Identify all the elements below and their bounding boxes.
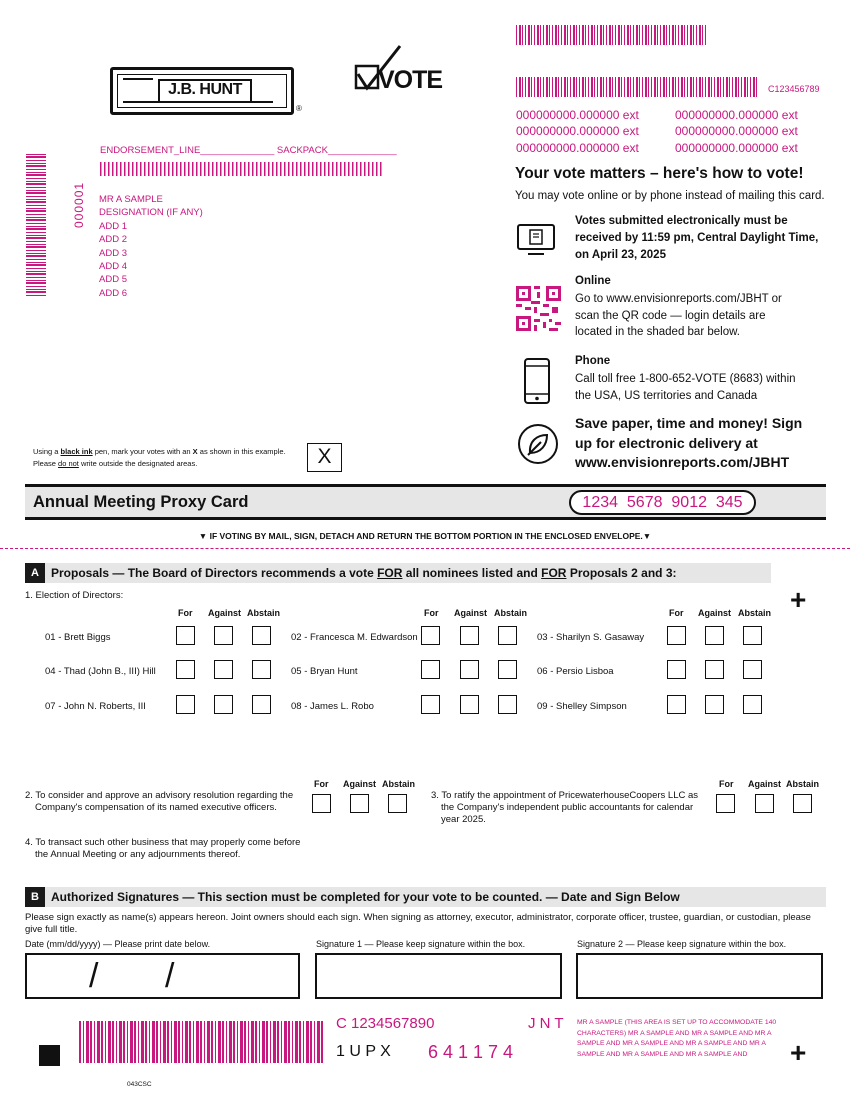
nominee: 02 - Francesca M. Edwardson bbox=[291, 632, 418, 643]
for-checkbox[interactable] bbox=[312, 794, 331, 813]
address-line: DESIGNATION (IF ANY) bbox=[99, 207, 203, 219]
address-line: ADD 1 bbox=[99, 220, 127, 232]
abstain-checkbox[interactable] bbox=[743, 626, 762, 645]
jb-hunt-logo bbox=[110, 67, 294, 115]
for-checkbox[interactable] bbox=[421, 626, 440, 645]
against-checkbox[interactable] bbox=[460, 660, 479, 679]
sig2-label: Signature 2 — Please keep signature within the box. bbox=[577, 939, 787, 949]
election-label: 1. Election of Directors: bbox=[25, 590, 124, 601]
control-code: C123456789 bbox=[768, 84, 820, 94]
side-barcode bbox=[26, 152, 46, 296]
online-title: Online bbox=[575, 275, 611, 287]
against-checkbox[interactable] bbox=[705, 626, 724, 645]
section-letter: B bbox=[25, 887, 45, 907]
proposal-3: 3. To ratify the appointment of PricewaterhouseCoopers LLC as the Company's independent public accountants for calendar year 2025. bbox=[431, 790, 699, 825]
logo-text: J.B. HUNT bbox=[168, 81, 242, 98]
abstain-checkbox[interactable] bbox=[743, 695, 762, 714]
abstain-checkbox[interactable] bbox=[252, 660, 271, 679]
for-checkbox[interactable] bbox=[667, 695, 686, 714]
section-a-title: Proposals — The Board of Directors recommends a vote FOR all nominees listed and FOR Proposals 2 and 3: bbox=[51, 566, 677, 580]
col-abstain: Abstain bbox=[494, 608, 528, 618]
ext-line: 000000000.000000 ext bbox=[516, 124, 639, 138]
signature-1-field[interactable] bbox=[315, 953, 562, 999]
detach-instruction bbox=[0, 531, 850, 541]
footer-number: 6 4 1 1 7 4 bbox=[428, 1042, 514, 1062]
address-line: ADD 3 bbox=[99, 247, 127, 259]
col-abstain: Abstain bbox=[738, 608, 772, 618]
phone-icon bbox=[522, 357, 552, 405]
address-line: ADD 6 bbox=[99, 287, 127, 299]
for-checkbox[interactable] bbox=[176, 695, 195, 714]
example-x: X bbox=[317, 445, 332, 468]
vote-logo bbox=[352, 44, 443, 100]
nominee: 07 - John N. Roberts, III bbox=[45, 701, 146, 712]
ext-line: 000000000.000000 ext bbox=[516, 108, 639, 122]
vote-subheading: You may vote online or by phone instead of mailing this card. bbox=[515, 190, 825, 202]
ext-line: 000000000.000000 ext bbox=[516, 141, 639, 155]
address-line: ADD 2 bbox=[99, 234, 127, 246]
second-barcode bbox=[516, 77, 758, 97]
vote-heading: Your vote matters – here's how to vote! bbox=[515, 165, 804, 182]
col-for: For bbox=[424, 608, 439, 618]
footer-control-code: C 1234567890 bbox=[336, 1015, 435, 1032]
detach-line bbox=[0, 548, 850, 549]
triangle-down-icon: ▼ bbox=[642, 531, 652, 541]
login-code: 1234 5678 9012 345 bbox=[582, 494, 743, 511]
nominee: 08 - James L. Robo bbox=[291, 701, 374, 712]
nominee: 09 - Shelley Simpson bbox=[537, 701, 627, 712]
col-for: For bbox=[719, 779, 734, 789]
col-abstain: Abstain bbox=[382, 779, 416, 789]
sig1-label: Signature 1 — Please keep signature within the box. bbox=[316, 939, 526, 949]
col-against: Against bbox=[208, 608, 242, 618]
ink-instructions: Using a black ink pen, mark your votes with an X as shown in this example. Please do not write outside the designated areas. bbox=[33, 447, 286, 468]
address-line: ADD 5 bbox=[99, 274, 127, 286]
postal-barcode bbox=[100, 162, 382, 176]
section-b-header bbox=[25, 887, 826, 907]
endorsement-line: ENDORSEMENT_LINE______________ SACKPACK_____________ bbox=[100, 145, 397, 156]
signature-2-field[interactable] bbox=[576, 953, 823, 999]
plus-icon: + bbox=[790, 1037, 807, 1068]
proposal-2: 2. To consider and approve an advisory resolution regarding the Company's compensation of its named executive officers. bbox=[25, 790, 294, 813]
for-checkbox[interactable] bbox=[716, 794, 735, 813]
example-mark-box bbox=[307, 443, 342, 472]
side-code: 000001 bbox=[72, 181, 86, 228]
bottom-barcode bbox=[79, 1021, 323, 1063]
col-for: For bbox=[178, 608, 193, 618]
nominee: 05 - Bryan Hunt bbox=[291, 666, 358, 677]
abstain-checkbox[interactable] bbox=[498, 660, 517, 679]
for-checkbox[interactable] bbox=[667, 660, 686, 679]
col-for: For bbox=[669, 608, 684, 618]
col-against: Against bbox=[454, 608, 488, 618]
abstain-checkbox[interactable] bbox=[793, 794, 812, 813]
vote-logo-text: VOTE bbox=[378, 66, 443, 94]
leaf-icon bbox=[517, 423, 559, 465]
abstain-checkbox[interactable] bbox=[743, 660, 762, 679]
proxy-card-title: Annual Meeting Proxy Card bbox=[33, 493, 249, 511]
plus-icon: + bbox=[790, 584, 807, 615]
save-paper-text: Save paper, time and money! Sign up for electronic delivery at www.envisionreports.com/JBHT bbox=[575, 415, 803, 470]
form-code: 043CSC bbox=[127, 1081, 152, 1088]
registration-square bbox=[39, 1045, 60, 1066]
address-line: ADD 4 bbox=[99, 261, 127, 273]
col-for: For bbox=[314, 779, 329, 789]
ext-line: 000000000.000000 ext bbox=[675, 141, 798, 155]
footer-jnt: J N T bbox=[528, 1015, 564, 1032]
qr-code-icon bbox=[516, 286, 561, 331]
ext-line: 000000000.000000 ext bbox=[675, 124, 798, 138]
date-slash: / bbox=[89, 957, 99, 995]
login-code-box bbox=[569, 490, 756, 515]
against-checkbox[interactable] bbox=[460, 695, 479, 714]
section-letter: A bbox=[25, 563, 45, 583]
date-slash: / bbox=[165, 957, 175, 995]
ext-line: 000000000.000000 ext bbox=[675, 108, 798, 122]
date-field[interactable] bbox=[25, 953, 300, 999]
abstain-checkbox[interactable] bbox=[252, 695, 271, 714]
date-label: Date (mm/dd/yyyy) — Please print date below. bbox=[25, 939, 211, 949]
for-checkbox[interactable] bbox=[176, 626, 195, 645]
col-abstain: Abstain bbox=[247, 608, 281, 618]
for-checkbox[interactable] bbox=[421, 695, 440, 714]
nominee: 06 - Persio Lisboa bbox=[537, 666, 614, 677]
phone-title: Phone bbox=[575, 355, 611, 367]
for-checkbox[interactable] bbox=[176, 660, 195, 679]
phone-text: Call toll free 1-800-652-VOTE (8683) within the USA, US territories and Canada bbox=[575, 373, 796, 402]
top-barcode bbox=[516, 25, 706, 45]
against-checkbox[interactable] bbox=[755, 794, 774, 813]
monitor-icon bbox=[516, 221, 556, 257]
abstain-checkbox[interactable] bbox=[498, 695, 517, 714]
against-checkbox[interactable] bbox=[460, 626, 479, 645]
nominee: 01 - Brett Biggs bbox=[45, 632, 111, 643]
for-checkbox[interactable] bbox=[667, 626, 686, 645]
against-checkbox[interactable] bbox=[214, 626, 233, 645]
nominee: 03 - Sharilyn S. Gasaway bbox=[537, 632, 645, 643]
footer-sample-text: MR A SAMPLE (THIS AREA IS SET UP TO ACCOMMODATE 140 CHARACTERS) MR A SAMPLE AND MR A SAMPLE AND MR A SAMPLE AND MR A SAMPLE AND MR A SAMPLE AND MR A SAMPLE AND MR A SAMPLE AND MR A SAMPLE AND bbox=[577, 1019, 777, 1058]
abstain-checkbox[interactable] bbox=[388, 794, 407, 813]
online-text: Go to www.envisionreports.com/JBHT or scan the QR code — login details are located in the shaded bar below. bbox=[575, 293, 782, 338]
against-checkbox[interactable] bbox=[350, 794, 369, 813]
nominee: 04 - Thad (John B., III) Hill bbox=[45, 666, 156, 677]
col-against: Against bbox=[748, 779, 782, 789]
against-checkbox[interactable] bbox=[705, 695, 724, 714]
for-checkbox[interactable] bbox=[421, 660, 440, 679]
address-lines bbox=[99, 193, 203, 300]
col-against: Against bbox=[698, 608, 732, 618]
section-a-header bbox=[25, 563, 771, 583]
abstain-checkbox[interactable] bbox=[498, 626, 517, 645]
against-checkbox[interactable] bbox=[214, 660, 233, 679]
address-line: MR A SAMPLE bbox=[99, 194, 163, 205]
against-checkbox[interactable] bbox=[705, 660, 724, 679]
registered-mark: ® bbox=[296, 104, 302, 113]
against-checkbox[interactable] bbox=[214, 695, 233, 714]
proposal-4: 4. To transact such other business that may properly come before the Annual Meeting or any adjournments thereof. bbox=[25, 837, 301, 860]
triangle-down-icon: ▼ bbox=[198, 531, 208, 541]
section-b-title: Authorized Signatures — This section must be completed for your vote to be counted. — Date and Sign Below bbox=[51, 890, 680, 904]
proxy-bar bbox=[25, 484, 826, 520]
footer-upx: 1 U P X bbox=[336, 1043, 391, 1060]
deadline-text: Votes submitted electronically must be received by 11:59 pm, Central Daylight Time, on April 23, 2025 bbox=[575, 215, 819, 261]
detach-text: IF VOTING BY MAIL, SIGN, DETACH AND RETURN THE BOTTOM PORTION IN THE ENCLOSED ENVELOPE. bbox=[209, 531, 643, 541]
col-abstain: Abstain bbox=[786, 779, 820, 789]
abstain-checkbox[interactable] bbox=[252, 626, 271, 645]
signature-instructions: Please sign exactly as name(s) appears hereon. Joint owners should each sign. When signing as attorney, executor, administrator, corporate officer, trustee, guardian, or custodian, please give full title. bbox=[25, 912, 811, 935]
col-against: Against bbox=[343, 779, 377, 789]
